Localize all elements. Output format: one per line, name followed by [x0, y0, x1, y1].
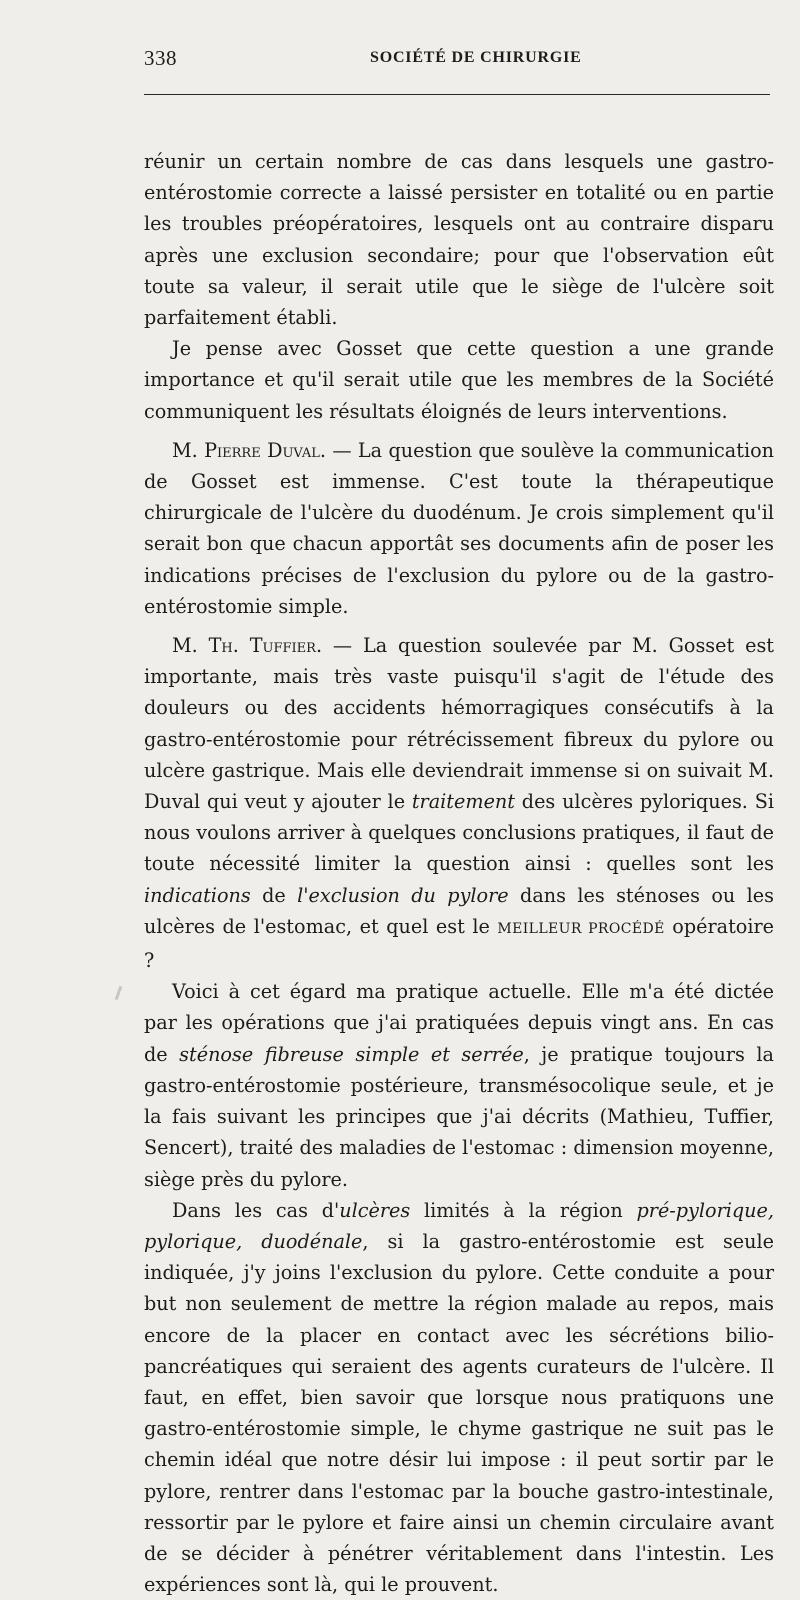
- italic-text: l'exclusion du pylore: [297, 883, 509, 907]
- italic-text: traitement: [411, 790, 515, 814]
- paragraph-continuation: [144, 146, 774, 333]
- paragraph: [144, 1195, 774, 1600]
- running-head: SOCIÉTÉ DE CHIRURGIE: [370, 49, 582, 66]
- italic-text: sténose fibreuse simple et serrée: [179, 1042, 524, 1066]
- body-text: [144, 146, 774, 1600]
- page-number: 338: [144, 46, 177, 70]
- paragraph-text: de: [250, 883, 298, 907]
- paragraph-text: Voici à cet égard ma pratique actuelle. Elle m'a été dictée par les opérations que j'ai pratiquées depuis vingt ans. En cas de: [144, 980, 774, 1066]
- paragraph: [144, 333, 774, 427]
- small-caps-text: MEILLEUR PROCÉDÉ: [497, 920, 665, 937]
- paragraph-text: , je pratique toujours la gastro-entérostomie postérieure, transmésocolique seule, et je la fais suivant les principes que j'ai décrits (Mathieu, Tuffier, Sencert), traité des maladies de l'estomac : dimension moyenne, siège près du pylore.: [144, 1042, 774, 1191]
- paragraph-speaker-duval: [144, 435, 774, 622]
- paragraph-text: limités à la région: [410, 1198, 637, 1222]
- margin-mark: [115, 986, 123, 1000]
- paragraph-text: , si la gastro-entérostomie est seule indiquée, j'y joins l'exclusion du pylore. Cette conduite a pour but non seulement de mettre la région malade au repos, mais encore de la placer en contact avec les sécrétions bilio-pancréatiques qui seraient des agents curateurs de l'ulcère. Il faut, en effet, bien savoir que lorsque nous pratiquons une gastro-entérostomie simple, le chyme gastrique ne suit pas le chemin idéal que notre désir lui impose : il peut sortir par le pylore, rentrer dans l'estomac par la bouche gastro-intestinale, ressortir par le pylore et faire ainsi un chemin circulaire avant de se décider à pénétrer véritablement dans l'intestin. Les expériences sont là, qui le prouvent.: [144, 1229, 774, 1597]
- paragraph-text: — La question soulevée par M. Gosset est importante, mais très vaste puisqu'il s'agit de l'étude des douleurs ou des accidents hémorragiques consécutifs à la gastro-entérostomie pour rétrécissement fibreux du pylore ou ulcère gastrique. Mais elle deviendrait immense si on suivait M. Duval qui veut y ajouter le: [144, 634, 775, 814]
- paragraph-text: réunir un certain nombre de cas dans lesquels une gastro-entérostomie correcte a laissé persister en totalité ou en partie les troubles préopératoires, lesquels ont au contraire disparu après une exclusion secondaire; pour que l'observation eût toute sa valeur, il serait utile que le siège de l'ulcère soit parfaitement établi.: [144, 150, 774, 330]
- paragraph-text: Je pense avec Gosset que cette question a une grande importance et qu'il serait utile que les membres de la Société communiquent les résultats éloignés de leurs interventions.: [144, 337, 774, 423]
- paragraph-text: dans les sténoses ou les ulcères de l'estomac, et quel est le: [144, 883, 774, 938]
- paragraph-text: — La question que soulève la communication de Gosset est immense. C'est toute la thérapeutique chirurgicale de l'ulcère du duodénum. Je crois simplement qu'il serait bon que chacun apportât ses documents afin de poser les indications précises de l'exclusion du pylore ou de la gastro-entérostomie simple.: [144, 438, 774, 618]
- italic-text: pré-pylorique, pylorique, duodénale: [144, 1198, 774, 1253]
- speaker-name: M. Th. Tuffier.: [172, 634, 323, 658]
- paragraph-text: des ulcères pyloriques. Si nous voulons arriver à quelques conclusions pratiques, il faut de toute nécessité limiter la question ainsi : quelles sont les: [144, 790, 774, 876]
- paragraph: [144, 976, 774, 1194]
- italic-text: ulcères: [339, 1198, 411, 1222]
- page-header: [144, 46, 774, 86]
- header-rule: [144, 94, 770, 95]
- italic-text: indications: [144, 883, 251, 907]
- speaker-name: M. Pierre Duval.: [172, 438, 327, 462]
- paragraph-text: Dans les cas d': [172, 1198, 340, 1222]
- paragraph-text: opératoire ?: [144, 914, 775, 973]
- paragraph-speaker-tuffier: [144, 630, 774, 976]
